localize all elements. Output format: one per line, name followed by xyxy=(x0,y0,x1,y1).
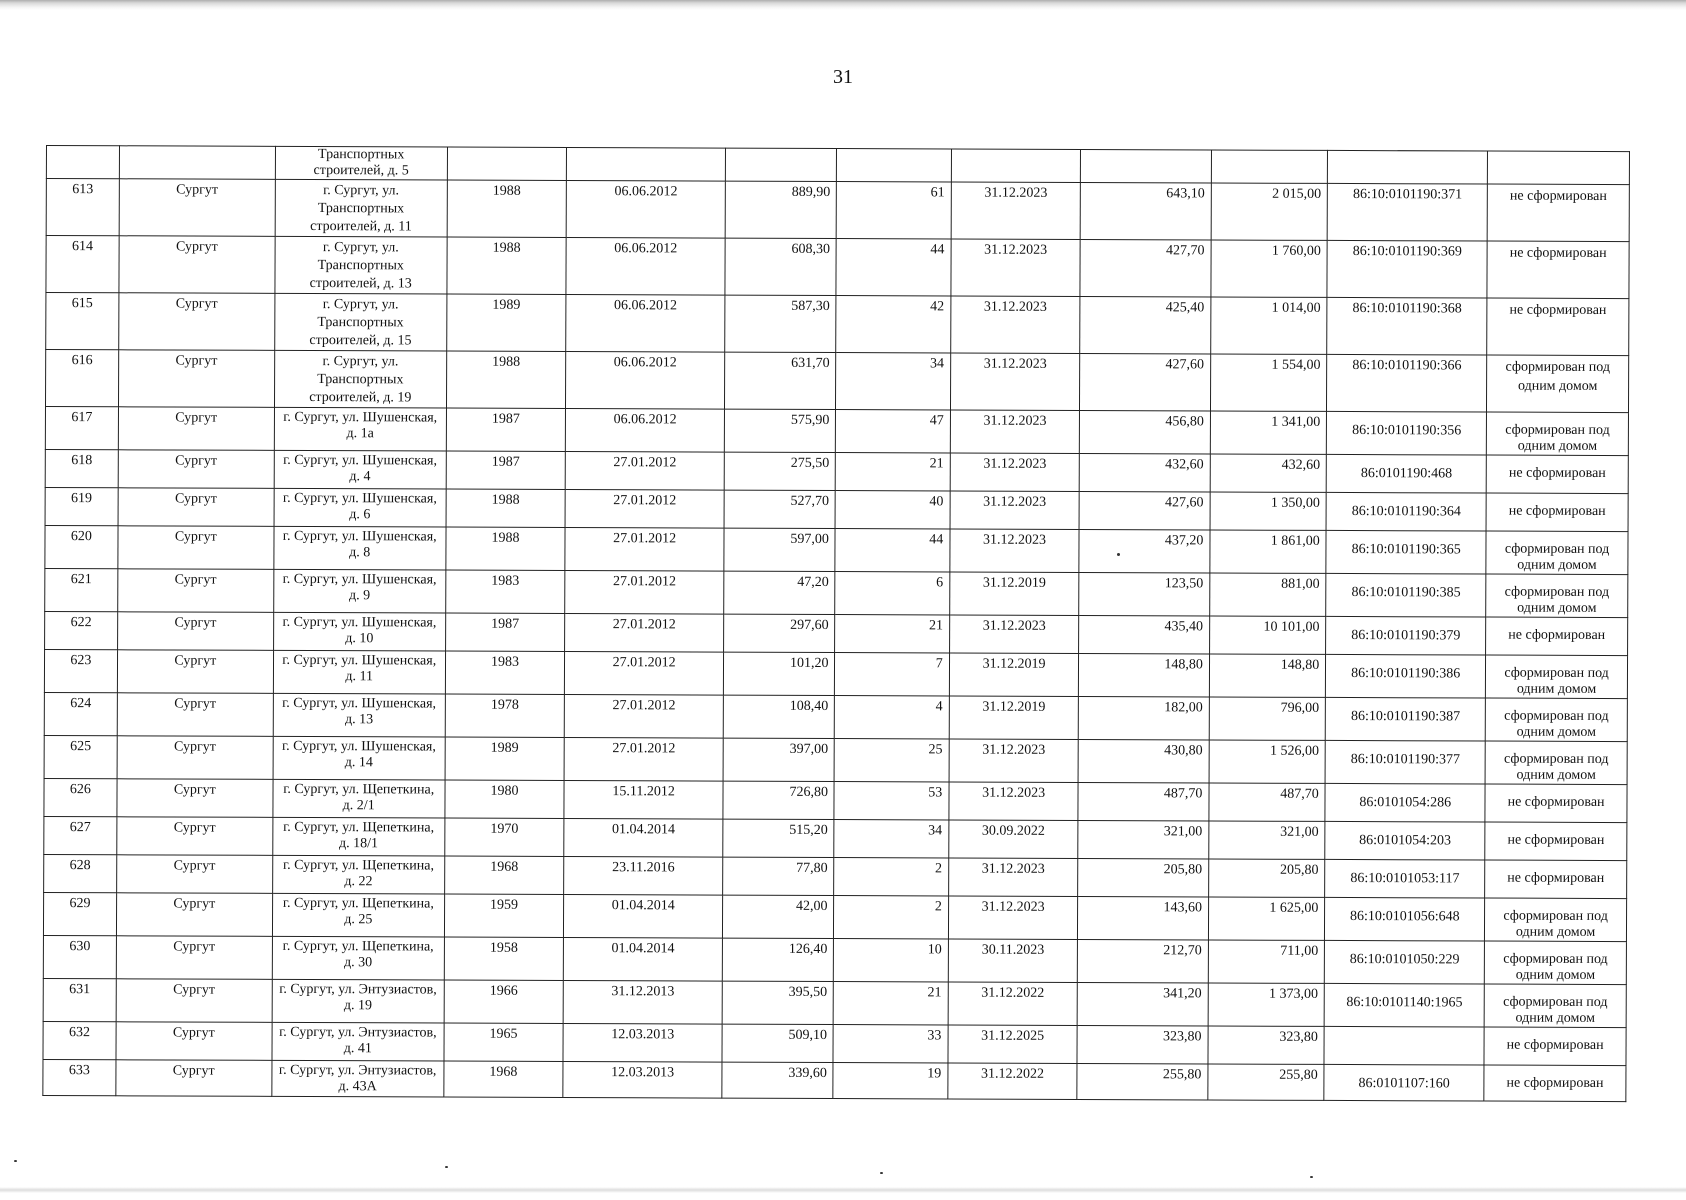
cell-plan-date: 31.12.2023 xyxy=(950,410,1080,453)
cell-date: 27.01.2012 xyxy=(565,613,724,652)
cell-address: г. Сургут, ул. Энтузиастов, д. 43А xyxy=(272,1060,444,1097)
table-row xyxy=(43,1059,1626,1101)
table-row xyxy=(45,449,1628,493)
cell-number: 633 xyxy=(43,1059,116,1095)
cell-cadastral: 86:10:0101190:386 xyxy=(1326,654,1486,698)
cell-residents: 25 xyxy=(834,739,949,782)
cell-area: 395,50 xyxy=(722,981,833,1024)
scan-speck xyxy=(14,1160,17,1162)
cell-cadastral: 86:10:0101056:648 xyxy=(1325,897,1485,941)
cell-area2: 321,00 xyxy=(1078,820,1209,859)
cell-cadastral: 86:10:0101190:379 xyxy=(1326,616,1486,655)
cell-date: 01.04.2014 xyxy=(564,894,723,938)
cell-city: Сургут xyxy=(117,736,273,780)
cell-cadastral: 86:10:0101190:365 xyxy=(1326,530,1486,574)
cell-address: г. Сургут, ул. Шушенская, д. 13 xyxy=(273,693,445,737)
cell-area: 77,80 xyxy=(723,857,834,895)
cell-city: Сургут xyxy=(117,650,273,694)
cell-area: 297,60 xyxy=(724,614,835,652)
cell-cadastral: 86:10:0101190:377 xyxy=(1325,740,1485,784)
cell-land-area: 711,00 xyxy=(1208,940,1325,983)
cell-area: 889,90 xyxy=(725,181,837,238)
cell-date: 27.01.2012 xyxy=(565,527,724,571)
cell-city: Сургут xyxy=(118,450,274,489)
cell-cadastral: 86:10:0101190:364 xyxy=(1326,492,1486,531)
cell-address: г. Сургут, ул. Щепеткина, д. 2/1 xyxy=(273,779,445,818)
cell-land-area: 10 101,00 xyxy=(1209,616,1326,654)
cell-date: 27.01.2012 xyxy=(565,651,724,695)
cell-area2: 341,20 xyxy=(1077,982,1208,1026)
cell-status: не сформирован xyxy=(1484,1027,1626,1066)
cell-plan-date: 30.09.2022 xyxy=(949,820,1079,858)
scan-edge-top xyxy=(0,0,1686,10)
cell-residents: 21 xyxy=(836,453,951,491)
cell-address: г. Сургут, ул. Шушенская, д. 14 xyxy=(273,736,445,780)
cell-status: сформирован под одним домом xyxy=(1484,984,1626,1028)
cell-residents: 4 xyxy=(835,696,950,739)
cell-plan-date: 31.12.2023 xyxy=(948,858,1078,896)
cell-city: Сургут xyxy=(118,407,274,451)
cell-cadastral: 86:0101054:203 xyxy=(1325,821,1485,860)
cell-city: Сургут xyxy=(116,1022,272,1061)
scan-speck xyxy=(880,1172,883,1174)
cell-plan-date: 31.12.2019 xyxy=(949,653,1079,696)
cell-area2: 123,50 xyxy=(1079,572,1210,616)
cell-city: Сургут xyxy=(118,350,274,408)
cell-cadastral: 86:10:0101050:229 xyxy=(1325,940,1485,984)
cell-year: 1989 xyxy=(446,294,566,351)
table-row xyxy=(45,407,1628,456)
cell-land-area: 881,00 xyxy=(1210,573,1327,616)
table-row xyxy=(45,611,1628,655)
cell-status: не сформирован xyxy=(1485,784,1627,823)
cell-year: 1966 xyxy=(444,980,564,1023)
cell-status: сформирован под одним домом xyxy=(1487,412,1629,456)
cell-number: 613 xyxy=(46,179,119,236)
cell-land-area: 323,80 xyxy=(1208,1026,1325,1064)
cell-year: 1987 xyxy=(445,613,565,651)
cell-address: г. Сургут, ул. Шушенская, д. 1а xyxy=(274,407,446,451)
table-row xyxy=(43,892,1626,941)
cell-area2: 427,60 xyxy=(1080,353,1211,411)
cell-area2: 148,80 xyxy=(1079,653,1210,697)
cell-land-area: 2 015,00 xyxy=(1211,183,1328,240)
cell-number: 623 xyxy=(44,649,117,692)
cell-area: 631,70 xyxy=(725,352,837,409)
cell-land-area: 1 341,00 xyxy=(1210,411,1327,454)
cell-area: 47,20 xyxy=(724,571,835,614)
cell-land-area: 432,60 xyxy=(1210,454,1327,492)
cell-date: 23.11.2016 xyxy=(564,856,723,895)
cell-city: Сургут xyxy=(117,817,273,856)
cell-year xyxy=(447,147,567,180)
cell-cadastral xyxy=(1328,150,1488,184)
cell-plan-date: 30.11.2023 xyxy=(948,939,1078,982)
cell-year: 1983 xyxy=(445,651,565,694)
table-row xyxy=(44,778,1627,822)
cell-area2: 425,40 xyxy=(1080,296,1211,354)
cell-plan-date: 31.12.2019 xyxy=(949,696,1079,739)
cell-year: 1968 xyxy=(444,1061,564,1097)
cell-cadastral: 86:10:0101190:366 xyxy=(1327,354,1487,412)
cell-date: 06.06.2012 xyxy=(566,294,725,352)
table-row xyxy=(46,179,1629,242)
cell-area2: 430,80 xyxy=(1078,739,1209,783)
table-row xyxy=(44,854,1627,898)
cell-year: 1970 xyxy=(445,818,565,856)
cell-area2: 456,80 xyxy=(1080,410,1211,454)
cell-plan-date: 31.12.2023 xyxy=(949,782,1079,820)
cell-cadastral: 86:10:0101140:1965 xyxy=(1324,983,1484,1027)
cell-area2: 323,80 xyxy=(1077,1025,1208,1064)
table-row xyxy=(44,816,1627,860)
table-row xyxy=(44,649,1627,698)
cell-status: сформирован под одним домом xyxy=(1487,355,1629,413)
cell-date: 01.04.2014 xyxy=(563,937,722,981)
cell-address: г. Сургут, ул. Энтузиастов, д. 19 xyxy=(272,979,444,1023)
cell-number: 625 xyxy=(44,735,117,778)
cell-address: г. Сургут, ул. Шушенская, д. 9 xyxy=(273,569,445,613)
cell-plan-date: 31.12.2023 xyxy=(948,896,1078,939)
cell-status: не сформирован xyxy=(1485,860,1627,899)
cell-address: г. Сургут, ул. Энтузиастов, д. 41 xyxy=(272,1022,444,1061)
cell-year: 1968 xyxy=(444,856,564,894)
cell-number: 614 xyxy=(46,236,119,293)
cell-date: 27.01.2012 xyxy=(564,737,723,781)
cell-address: г. Сургут, ул. Транспортных строителей, д. 13 xyxy=(275,236,447,294)
cell-area2: 212,70 xyxy=(1078,939,1209,983)
cell-area: 726,80 xyxy=(723,781,834,819)
cell-cadastral: 86:10:0101190:368 xyxy=(1327,297,1487,355)
cell-date: 27.01.2012 xyxy=(564,694,723,738)
cell-address: г. Сургут, ул. Транспортных строителей, д. 19 xyxy=(274,350,446,408)
cell-area: 339,60 xyxy=(722,1062,833,1098)
cell-cadastral: 86:0101107:160 xyxy=(1324,1064,1484,1101)
cell-area: 527,70 xyxy=(724,490,835,528)
cell-address: г. Сургут, ул. Шушенская, д. 6 xyxy=(274,488,446,527)
cell-date: 06.06.2012 xyxy=(566,237,725,295)
cell-year: 1988 xyxy=(446,489,566,527)
cell-land-area: 1 014,00 xyxy=(1211,297,1328,354)
cell-residents: 42 xyxy=(836,296,951,353)
cell-city: Сургут xyxy=(119,179,275,237)
cell-area: 108,40 xyxy=(723,695,834,738)
table-row xyxy=(45,487,1628,531)
cell-number: 632 xyxy=(43,1021,116,1059)
cell-plan-date: 31.12.2023 xyxy=(949,739,1079,782)
cell-number: 627 xyxy=(44,816,117,854)
cell-date: 31.12.2013 xyxy=(563,980,722,1024)
cell-number: 624 xyxy=(44,692,117,735)
cell-date: 06.06.2012 xyxy=(566,408,725,452)
cell-cadastral: 86:10:0101053:117 xyxy=(1325,859,1485,898)
cell-area xyxy=(725,148,836,181)
cell-date: 12.03.2013 xyxy=(563,1061,722,1098)
cell-residents: 19 xyxy=(833,1063,947,1099)
cell-land-area xyxy=(1211,150,1328,183)
cell-date: 27.01.2012 xyxy=(565,451,724,490)
cell-year: 1988 xyxy=(447,237,567,294)
cell-status: сформирован под одним домом xyxy=(1485,698,1627,742)
cell-residents: 33 xyxy=(833,1025,948,1063)
cell-area2: 432,60 xyxy=(1080,453,1211,492)
cell-number: 620 xyxy=(45,525,118,568)
cell-year: 1988 xyxy=(447,180,567,237)
cell-land-area: 205,80 xyxy=(1209,859,1326,897)
cell-year: 1989 xyxy=(445,737,565,780)
cell-land-area: 796,00 xyxy=(1209,697,1326,740)
cell-city: Сургут xyxy=(116,1060,272,1097)
cell-address: г. Сургут, ул. Шушенская, д. 8 xyxy=(274,526,446,570)
cell-residents: 2 xyxy=(834,896,949,939)
cell-plan-date: 31.12.2019 xyxy=(949,572,1079,615)
table-row xyxy=(45,525,1628,574)
cell-cadastral: 86:0101190:468 xyxy=(1326,454,1486,493)
cell-date xyxy=(567,147,726,181)
cell-area2: 182,00 xyxy=(1079,696,1210,740)
cell-year: 1987 xyxy=(446,451,566,489)
cell-residents: 21 xyxy=(834,982,949,1025)
cell-residents: 61 xyxy=(837,182,952,239)
cell-address: г. Сургут, ул. Щепеткина, д. 25 xyxy=(272,893,444,937)
cell-number: 617 xyxy=(45,407,118,450)
table-row xyxy=(43,935,1626,984)
cell-date: 01.04.2014 xyxy=(564,818,723,857)
cell-status: сформирован под одним домом xyxy=(1484,941,1626,985)
cell-land-area: 321,00 xyxy=(1209,821,1326,859)
cell-city: Сургут xyxy=(118,569,274,613)
cell-year: 1980 xyxy=(445,780,565,818)
cell-year: 1965 xyxy=(444,1023,564,1061)
cell-land-area: 148,80 xyxy=(1209,654,1326,697)
cell-area: 509,10 xyxy=(722,1024,833,1062)
cell-residents xyxy=(837,149,951,182)
cell-number: 626 xyxy=(44,778,117,816)
cell-year: 1978 xyxy=(445,694,565,737)
cell-land-area: 1 760,00 xyxy=(1211,240,1328,297)
cell-number: 631 xyxy=(43,978,116,1021)
cell-land-area: 487,70 xyxy=(1209,783,1326,821)
cell-address: г. Сургут, ул. Щепеткина, д. 22 xyxy=(272,855,444,894)
cell-number: 622 xyxy=(45,611,118,649)
cell-status: не сформирован xyxy=(1487,241,1629,299)
cell-plan-date: 31.12.2023 xyxy=(949,615,1079,653)
cell-residents: 7 xyxy=(835,653,950,696)
cell-area2: 487,70 xyxy=(1078,782,1209,821)
cell-residents: 2 xyxy=(834,858,949,896)
cell-city: Сургут xyxy=(117,612,273,651)
cell-status xyxy=(1488,151,1630,185)
cell-residents: 21 xyxy=(835,615,950,653)
cell-residents: 44 xyxy=(836,239,951,296)
cell-area2: 437,20 xyxy=(1079,529,1210,573)
cell-plan-date: 31.12.2023 xyxy=(951,182,1081,239)
table-body xyxy=(43,146,1630,1102)
cell-cadastral: 86:0101054:286 xyxy=(1325,783,1485,822)
cell-address: Транспортных строителей, д. 5 xyxy=(275,146,447,180)
cell-residents: 47 xyxy=(836,410,951,453)
cell-area: 575,90 xyxy=(724,409,835,452)
cell-residents: 10 xyxy=(834,939,949,982)
cell-city xyxy=(119,146,275,180)
cell-plan-date xyxy=(951,149,1081,182)
cell-area2: 427,60 xyxy=(1079,491,1210,530)
scan-speck xyxy=(1117,553,1120,556)
cell-number: 629 xyxy=(43,892,116,935)
cell-area: 397,00 xyxy=(723,738,834,781)
cell-area2: 427,70 xyxy=(1080,239,1211,297)
cell-number: 630 xyxy=(43,935,116,978)
table-row xyxy=(44,735,1627,784)
table-row xyxy=(43,1021,1626,1065)
cell-number: 621 xyxy=(45,568,118,611)
cell-area: 275,50 xyxy=(724,452,835,490)
cell-year: 1958 xyxy=(444,937,564,980)
cell-land-area: 1 526,00 xyxy=(1209,740,1326,783)
cell-number: 628 xyxy=(44,854,117,892)
cell-date: 27.01.2012 xyxy=(565,570,724,614)
cell-year: 1959 xyxy=(444,894,564,937)
cell-status: не сформирован xyxy=(1486,455,1628,494)
cell-residents: 44 xyxy=(835,529,950,572)
cell-land-area: 1 350,00 xyxy=(1210,492,1327,530)
cell-status: сформирован под одним домом xyxy=(1486,531,1628,575)
cell-status: сформирован под одним домом xyxy=(1485,741,1627,785)
cell-address: г. Сургут, ул. Шушенская, д. 4 xyxy=(274,450,446,489)
cell-plan-date: 31.12.2022 xyxy=(948,982,1078,1025)
cell-city: Сургут xyxy=(119,293,275,351)
cell-number: 619 xyxy=(45,487,118,525)
cell-status: не сформирован xyxy=(1485,822,1627,861)
cell-area: 587,30 xyxy=(725,295,837,352)
cell-status: сформирован под одним домом xyxy=(1486,574,1628,618)
cell-date: 15.11.2012 xyxy=(564,780,723,819)
cell-residents: 6 xyxy=(835,572,950,615)
cell-area2: 643,10 xyxy=(1080,182,1211,240)
cell-address: г. Сургут, ул. Щепеткина, д. 30 xyxy=(272,936,444,980)
cell-cadastral: 86:10:0101190:387 xyxy=(1326,697,1486,741)
cell-land-area: 1 373,00 xyxy=(1208,983,1325,1026)
registry-table-wrapper xyxy=(42,145,1630,1102)
cell-plan-date: 31.12.2023 xyxy=(950,353,1080,410)
page-number: 31 xyxy=(833,66,853,88)
cell-address: г. Сургут, ул. Шушенская, д. 10 xyxy=(273,612,445,651)
cell-area2 xyxy=(1081,149,1212,183)
cell-plan-date: 31.12.2023 xyxy=(950,453,1080,491)
cell-cadastral: 86:10:0101190:356 xyxy=(1327,411,1487,455)
cell-area2: 255,80 xyxy=(1077,1063,1208,1100)
cell-city: Сургут xyxy=(117,779,273,818)
cell-city: Сургут xyxy=(118,526,274,570)
cell-status: не сформирован xyxy=(1487,298,1629,356)
cell-plan-date: 31.12.2023 xyxy=(950,529,1080,572)
cell-plan-date: 31.12.2023 xyxy=(950,491,1080,529)
table-row xyxy=(46,293,1629,356)
cell-area2: 435,40 xyxy=(1079,615,1210,654)
cell-residents: 34 xyxy=(836,353,951,410)
cell-city: Сургут xyxy=(116,979,272,1023)
cell-status: сформирован под одним домом xyxy=(1486,655,1628,699)
cell-city: Сургут xyxy=(116,855,272,894)
cell-address: г. Сургут, ул. Щепеткина, д. 18/1 xyxy=(272,817,444,856)
cell-year: 1987 xyxy=(446,408,566,451)
cell-city: Сургут xyxy=(117,693,273,737)
cell-city: Сургут xyxy=(119,236,275,294)
cell-date: 12.03.2013 xyxy=(563,1023,722,1062)
cell-number: 615 xyxy=(46,293,119,350)
cell-area: 597,00 xyxy=(724,528,835,571)
cell-area: 126,40 xyxy=(722,938,833,981)
table-row xyxy=(45,568,1628,617)
cell-date: 27.01.2012 xyxy=(565,489,724,528)
cell-plan-date: 31.12.2022 xyxy=(948,1063,1078,1099)
cell-year: 1983 xyxy=(445,570,565,613)
cell-residents: 53 xyxy=(834,782,949,820)
cell-area: 608,30 xyxy=(725,238,837,295)
cell-status: сформирован под одним домом xyxy=(1485,898,1627,942)
cell-land-area: 1 554,00 xyxy=(1210,354,1327,411)
cell-area: 101,20 xyxy=(724,652,835,695)
cell-land-area: 255,80 xyxy=(1208,1064,1325,1100)
cell-address: г. Сургут, ул. Транспортных строителей, д. 11 xyxy=(275,179,447,237)
cell-city: Сургут xyxy=(118,488,274,527)
cell-address: г. Сургут, ул. Шушенская, д. 11 xyxy=(273,650,445,694)
cell-city: Сургут xyxy=(116,936,272,980)
cell-year: 1988 xyxy=(446,351,566,408)
cell-area: 515,20 xyxy=(723,819,834,857)
cell-residents: 40 xyxy=(835,491,950,529)
cell-plan-date: 31.12.2023 xyxy=(951,239,1081,296)
cell-year: 1988 xyxy=(446,527,566,570)
cell-plan-date: 31.12.2025 xyxy=(948,1025,1078,1063)
cell-status: не сформирован xyxy=(1486,493,1628,532)
cell-number: 618 xyxy=(45,449,118,487)
cell-land-area: 1 625,00 xyxy=(1208,897,1325,940)
cell-cadastral: 86:10:0101190:371 xyxy=(1327,183,1487,241)
cell-area: 42,00 xyxy=(723,895,834,938)
cell-area2: 143,60 xyxy=(1078,896,1209,940)
table-row xyxy=(45,350,1628,413)
cell-residents: 34 xyxy=(834,820,949,858)
scan-speck xyxy=(445,1166,448,1168)
scan-edge-bottom xyxy=(0,1187,1686,1193)
cell-date: 06.06.2012 xyxy=(566,351,725,409)
cell-cadastral: 86:10:0101190:385 xyxy=(1326,573,1486,617)
cell-number xyxy=(46,146,119,179)
cell-number: 616 xyxy=(45,350,118,407)
table-row xyxy=(43,978,1626,1027)
cell-status: не сформирован xyxy=(1484,1065,1626,1102)
table-row xyxy=(46,236,1629,299)
cell-cadastral: 86:10:0101190:369 xyxy=(1327,240,1487,298)
cell-status: не сформирован xyxy=(1486,617,1628,656)
cell-plan-date: 31.12.2023 xyxy=(951,296,1081,353)
cell-address: г. Сургут, ул. Транспортных строителей, д. 15 xyxy=(274,293,446,351)
cell-cadastral xyxy=(1324,1026,1484,1065)
registry-table xyxy=(42,145,1630,1102)
scan-speck xyxy=(1310,1176,1313,1178)
cell-status: не сформирован xyxy=(1487,184,1629,242)
cell-land-area: 1 861,00 xyxy=(1210,530,1327,573)
cell-date: 06.06.2012 xyxy=(566,180,725,238)
cell-city: Сургут xyxy=(116,893,272,937)
table-row xyxy=(44,692,1627,741)
cell-area2: 205,80 xyxy=(1078,858,1209,897)
